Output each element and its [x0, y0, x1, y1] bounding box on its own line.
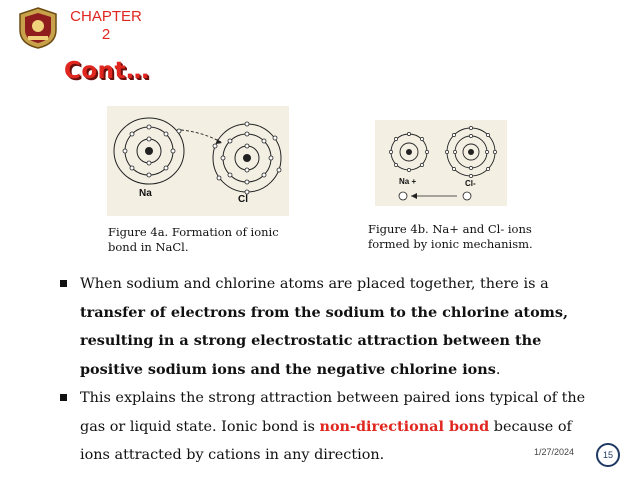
bullet-2-highlight: non-directional bond: [319, 417, 490, 435]
bullet-item: [60, 384, 600, 470]
figure-4b-caption-line-1: Figure 4b. Na+ and Cl- ions: [368, 222, 532, 236]
figure-4b-na-label: Na +: [399, 177, 417, 186]
bullet-1-text: When sodium and chlorine atoms are placed together, there is a: [80, 276, 549, 292]
slide-title: Cont…: [64, 58, 150, 84]
figure-4a-caption-line-2: bond in NaCl.: [108, 240, 189, 254]
bullet-2-text: This explains the strong attraction between paired ions typical of the gas or liquid state. Ionic bond is: [80, 390, 586, 435]
figure-4a-na-label: Na: [139, 188, 152, 199]
nacl-formation-diagram: [107, 106, 289, 216]
figure-4b-caption: [368, 222, 558, 252]
na-cl-ions-diagram: [375, 120, 507, 206]
figure-4b-cl-label: Cl-: [465, 179, 476, 188]
bullet-1-bold-text: transfer of electrons from the sodium to the chlorine atoms, resulting in a strong electrostatic attraction between the positive sodium ions and the negative chlorine ions: [80, 303, 569, 378]
institution-seal-icon: [16, 6, 60, 50]
square-bullet-icon: [60, 280, 67, 287]
figure-4a-caption: [108, 225, 298, 255]
bullet-list: [60, 270, 600, 470]
chapter-line-2: 2: [101, 26, 111, 43]
slide-date: 1/27/2024: [534, 447, 575, 457]
figure-4a-caption-line-1: Figure 4a. Formation of ionic: [108, 225, 279, 239]
page-number: 15: [596, 443, 620, 467]
chapter-label: [66, 8, 146, 44]
chapter-line-1: CHAPTER: [70, 8, 142, 25]
square-bullet-icon: [60, 394, 67, 401]
bullet-2-end: because of ions attracted by cations in any direction.: [80, 418, 572, 463]
figure-4b-caption-line-2: formed by ionic mechanism.: [368, 237, 533, 251]
figure-4b: [375, 120, 507, 206]
figure-4a-cl-label: Cl: [238, 194, 248, 205]
bullet-1-end: .: [495, 361, 501, 378]
figure-4a: [107, 106, 289, 216]
bullet-item: [60, 270, 600, 384]
